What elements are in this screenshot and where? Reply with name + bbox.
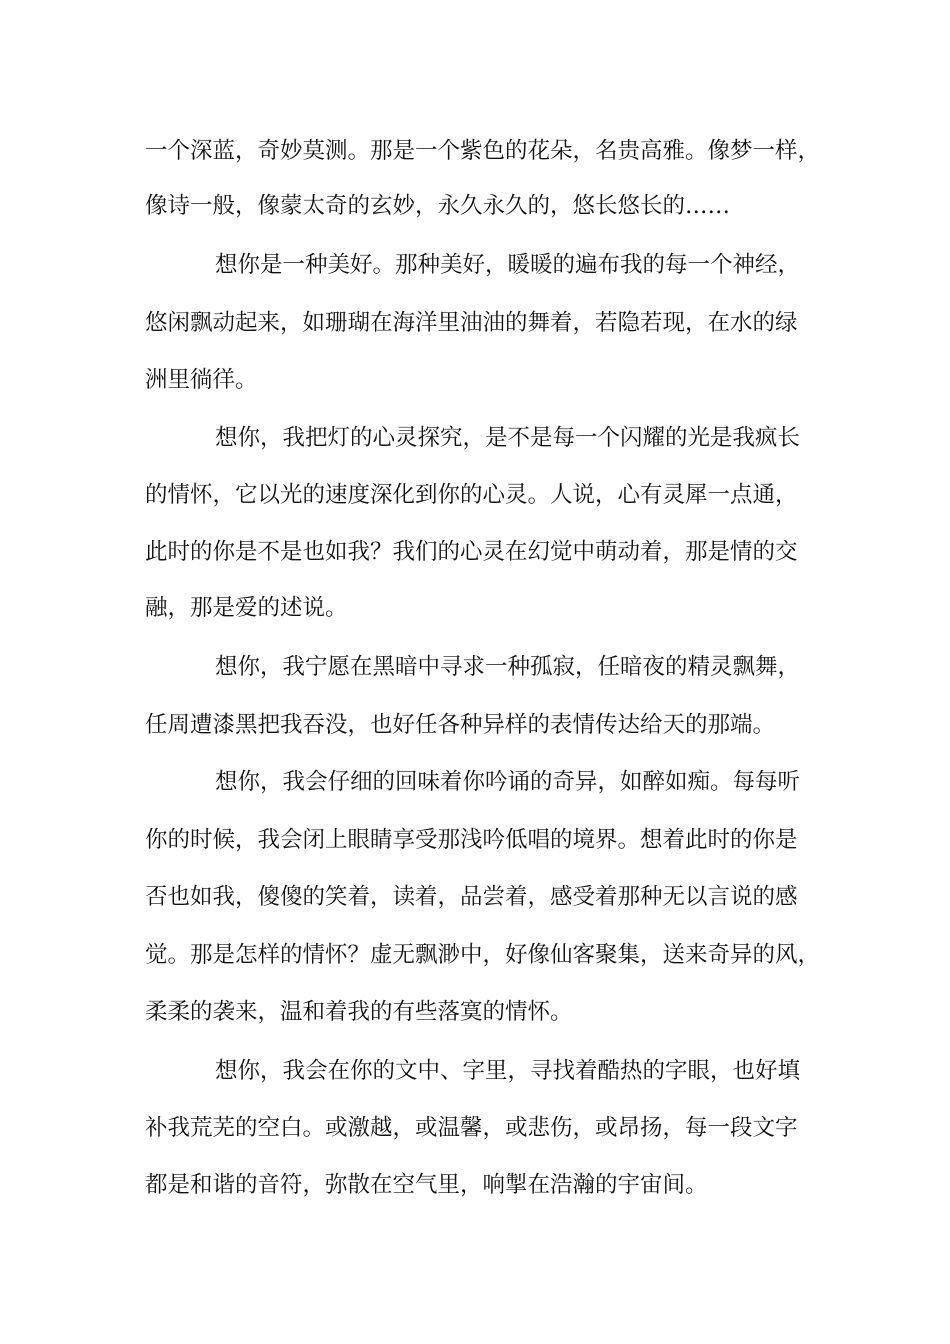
text-line: 像诗一般，像蒙太奇的玄妙，永久永久的，悠长悠长的……	[145, 193, 731, 219]
text-line: 都是和谐的音符，弥散在空气里，响掣在浩瀚的宇宙间。	[145, 1172, 708, 1198]
paragraph-first-line: 想你，我把灯的心灵探究，是不是每一个闪耀的光是我疯长	[215, 425, 801, 451]
paragraph-first-line: 想你，我会仔细的回味着你吟诵的奇异，如醉如痴。每每听	[215, 769, 801, 795]
text-line: 悠闲飘动起来，如珊瑚在海洋里油油的舞着，若隐若现，在水的绿	[145, 310, 798, 336]
text-line: 你的时候，我会闭上眼睛享受那浅吟低唱的境界。想着此时的你是	[145, 827, 798, 853]
text-line: 否也如我，傻傻的笑着，读着，品尝着，感受着那种无以言说的感	[145, 884, 798, 910]
text-line: 补我荒芜的空白。或激越，或温馨，或悲伤，或昂扬，每一段文字	[145, 1115, 798, 1141]
paragraph-first-line: 想你，我宁愿在黑暗中寻求一种孤寂，任暗夜的精灵飘舞，	[215, 654, 801, 680]
text-line: 一个深蓝，奇妙莫测。那是一个紫色的花朵，名贵高雅。像梦一样，	[145, 138, 821, 164]
text-line: 此时的你是不是也如我？我们的心灵在幻觉中萌动着，那是情的交	[145, 539, 798, 565]
text-line: 任周遭漆黑把我吞没，也好任各种异样的表情传达给天的那端。	[145, 712, 776, 738]
text-line: 洲里徜徉。	[145, 367, 258, 393]
paragraph-first-line: 想你是一种美好。那种美好，暖暖的遍布我的每一个神经，	[215, 252, 801, 278]
paragraph-first-line: 想你，我会在你的文中、字里，寻找着酷热的字眼，也好填	[215, 1058, 801, 1084]
text-line: 的情怀，它以光的速度深化到你的心灵。人说，心有灵犀一点通，	[145, 482, 798, 508]
text-line: 融，那是爱的述说。	[145, 595, 348, 621]
text-line: 柔柔的袭来，温和着我的有些落寞的情怀。	[145, 999, 573, 1025]
text-line: 觉。那是怎样的情怀？虚无飘渺中，好像仙客聚集，送来奇异的风，	[145, 942, 821, 968]
